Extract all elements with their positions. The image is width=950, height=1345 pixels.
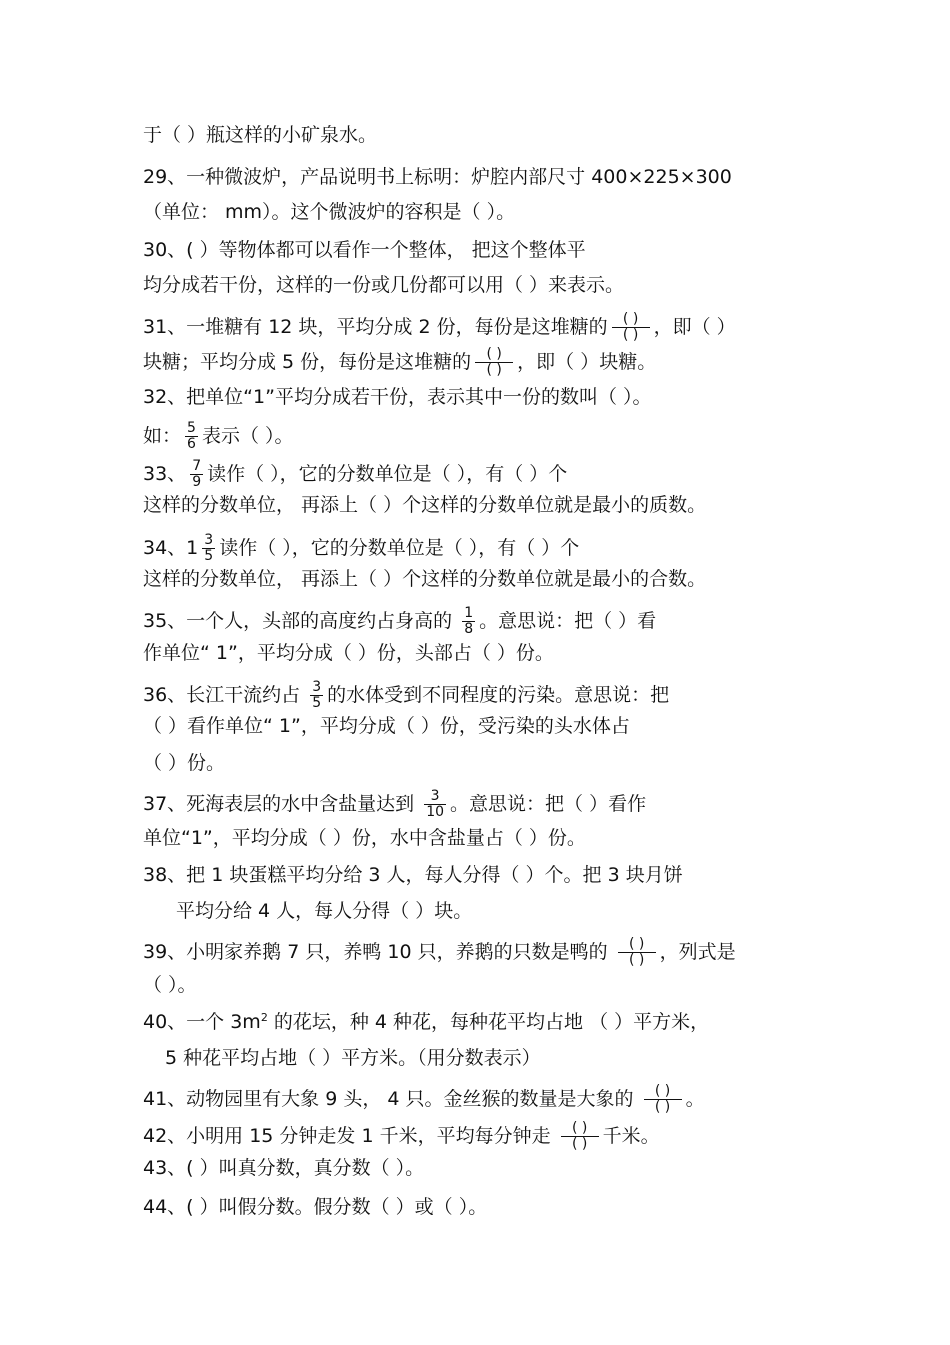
line-text: 的水体受到不同程度的污染。意思说：把 <box>327 684 670 706</box>
line-text: 单位“1”，平均分成（ ）份，水中含盐量占（ ）份。 <box>143 827 586 849</box>
line-text: 32、把单位“1”平均分成若干份，表示其中一份的数叫（ ）。 <box>143 386 652 408</box>
line-text: 作单位“ 1”，平均分成（ ）份，头部占（ ）份。 <box>143 642 554 664</box>
question-31-line <box>143 312 736 343</box>
line-text: 。意思说：把（ ）看 <box>479 610 657 632</box>
fraction <box>202 533 215 564</box>
question-line <box>143 124 377 146</box>
line-text: 这样的分数单位， 再添上（ ）个这样的分数单位就是最小的合数。 <box>143 568 707 590</box>
fraction-denominator: ( ) <box>628 952 645 968</box>
line-text: 这样的分数单位， 再添上（ ）个这样的分数单位就是最小的质数。 <box>143 494 707 516</box>
fraction <box>462 606 475 637</box>
fraction-numerator: ( ) <box>654 1083 671 1099</box>
fraction-denominator: 5 <box>312 695 322 711</box>
line-text: 34、1 <box>143 537 199 559</box>
fraction <box>190 459 203 490</box>
line-text: 读作（ ），它的分数单位是（ ），有（ ）个 <box>219 537 580 559</box>
line-text: （ ）。 <box>143 974 197 996</box>
line-text: 。意思说：把（ ）看作 <box>450 793 647 815</box>
fraction-denominator: ( ) <box>622 327 639 343</box>
line-text: 均分成若干份，这样的一份或几份都可以用（ ）来表示。 <box>143 274 625 296</box>
line-text: 平均分给 4 人，每人分得（ ）块。 <box>176 900 473 922</box>
question-36-line <box>143 752 225 774</box>
question-33-line <box>143 494 706 516</box>
question-38-line <box>143 864 683 886</box>
line-text: ，列式是 <box>659 941 736 963</box>
fraction-numerator: 7 <box>192 458 202 474</box>
line-text: 千米。 <box>602 1125 660 1147</box>
fraction-denominator: 10 <box>426 804 445 820</box>
line-text: 44、( ）叫假分数。假分数（ ）或（ ）。 <box>143 1196 488 1218</box>
line-text: 于（ ）瓶这样的小矿泉水。 <box>143 124 378 146</box>
question-38-line <box>176 900 472 922</box>
line-text: 读作（ ），它的分数单位是（ ），有（ ）个 <box>207 463 568 485</box>
question-36-line <box>143 715 630 737</box>
question-37-line <box>143 827 586 849</box>
line-text: 5 种花平均占地（ ）平方米。（用分数表示） <box>165 1047 541 1069</box>
fraction-denominator: 9 <box>192 474 202 490</box>
line-text: 的花坛，种 4 种花，每种花平均占地 （ ）平方米， <box>267 1011 710 1033</box>
question-35-line <box>143 642 554 664</box>
fraction-numerator: ( ) <box>571 1120 588 1136</box>
blank-fraction[interactable] <box>561 1121 599 1152</box>
fraction-numerator: 3 <box>312 679 322 695</box>
line-text: （ ）份。 <box>143 752 226 774</box>
question-30-line <box>143 274 624 296</box>
question-36-line <box>143 680 669 711</box>
line-text: 如： <box>143 425 182 447</box>
fraction-numerator: ( ) <box>628 936 645 952</box>
fraction-denominator: ( ) <box>654 1099 671 1115</box>
line-text: 42、小明用 15 分钟走发 1 千米，平均每分钟走 <box>143 1125 557 1147</box>
question-41-line <box>143 1084 705 1115</box>
blank-fraction[interactable] <box>644 1084 682 1115</box>
line-text: 37、死海表层的水中含盐量达到 <box>143 793 421 815</box>
line-text: 31、一堆糖有 12 块，平均分成 2 份，每份是这堆糖的 <box>143 316 608 338</box>
question-37-line <box>143 789 646 820</box>
line-text: 。 <box>685 1088 705 1110</box>
line-text: 41、动物园里有大象 9 头， 4 只。金丝猴的数量是大象的 <box>143 1088 640 1110</box>
fraction <box>424 789 446 820</box>
fraction-numerator: ( ) <box>486 346 502 362</box>
question-31-line <box>143 347 656 378</box>
fraction <box>185 421 198 452</box>
fraction-numerator: 1 <box>464 605 474 621</box>
line-text: 30、( ）等物体都可以看作一个整体， 把这个整体平 <box>143 239 586 261</box>
blank-fraction[interactable] <box>612 312 650 343</box>
question-34-line <box>143 568 706 590</box>
blank-fraction[interactable] <box>475 347 513 378</box>
line-text: 43、( ）叫真分数，真分数（ ）。 <box>143 1157 425 1179</box>
line-text: 38、把 1 块蛋糕平均分给 3 人，每人分得（ ）个。把 3 块月饼 <box>143 864 683 886</box>
question-39-line <box>143 937 736 968</box>
question-32-line <box>143 421 293 452</box>
fraction <box>310 680 323 711</box>
question-42-line <box>143 1121 660 1152</box>
blank-fraction[interactable] <box>618 937 656 968</box>
fraction-denominator: 5 <box>204 548 214 564</box>
question-39-line <box>143 974 197 996</box>
line-text: 29、一种微波炉，产品说明书上标明：炉腔内部尺寸 400×225×300 <box>143 166 732 188</box>
question-29-line <box>143 166 732 188</box>
fraction-numerator: 3 <box>430 788 440 804</box>
superscript: 2 <box>260 1011 268 1024</box>
line-text: 33、 <box>143 463 187 485</box>
question-34-line <box>143 533 579 564</box>
fraction-denominator: 8 <box>464 621 474 637</box>
line-text: 40、一个 3m <box>143 1011 261 1033</box>
line-text: 39、小明家养鹅 7 只，养鸭 10 只，养鹅的只数是鸭的 <box>143 941 614 963</box>
line-text: ，即（ ） <box>653 316 736 338</box>
line-text: （ ）看作单位“ 1”，平均分成（ ）份，受污染的头水体占 <box>143 715 630 737</box>
question-40-line <box>165 1047 541 1069</box>
question-32-line <box>143 386 652 408</box>
question-40-line <box>143 1011 709 1033</box>
fraction-numerator: 3 <box>204 532 214 548</box>
line-text: 块糖；平均分成 5 份，每份是这堆糖的 <box>143 351 472 373</box>
question-43-line <box>143 1157 424 1179</box>
line-text: 35、一个人，头部的高度约占身高的 <box>143 610 459 632</box>
question-29-line <box>143 201 515 223</box>
fraction-denominator: ( ) <box>571 1136 588 1152</box>
line-text: 表示（ ）。 <box>201 425 294 447</box>
question-33-line <box>143 459 567 490</box>
fraction-numerator: 5 <box>187 420 196 436</box>
line-text: （单位： mm）。这个微波炉的容积是（ ）。 <box>143 201 516 223</box>
fraction-denominator: ( ) <box>486 362 502 378</box>
question-35-line <box>143 606 656 637</box>
question-30-line <box>143 239 586 261</box>
fraction-numerator: ( ) <box>622 311 639 327</box>
fraction-denominator: 6 <box>187 436 196 452</box>
line-text: ，即（ ）块糖。 <box>517 351 657 373</box>
line-text: 36、长江干流约占 <box>143 684 307 706</box>
question-44-line <box>143 1196 487 1218</box>
